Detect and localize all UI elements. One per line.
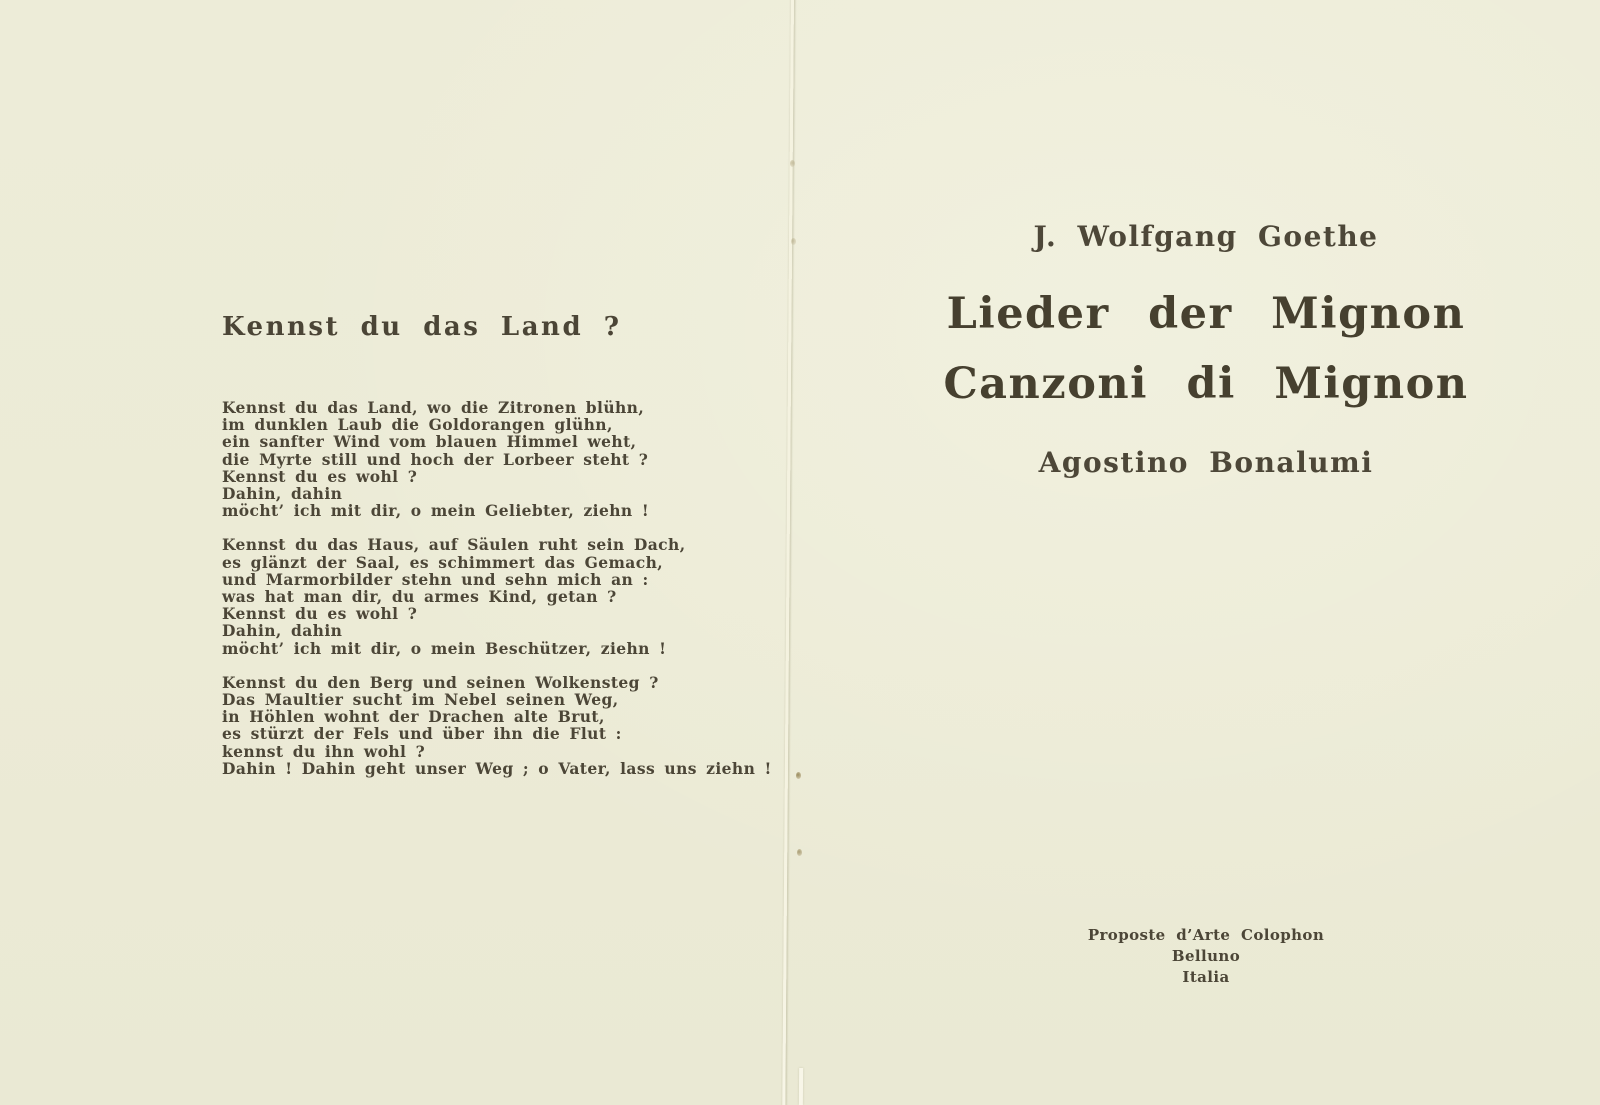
book-title-italian: Canzoni di Mignon	[943, 359, 1469, 409]
poem-title: Kennst du das Land ?	[222, 312, 622, 342]
imprint-block	[800, 925, 1600, 988]
imprint-publisher: Proposte d’Arte Colophon	[1087, 926, 1325, 944]
poem-line: Kennst du das Land, wo die Zitronen blühn,	[222, 398, 645, 417]
binding-stitch	[790, 160, 795, 167]
imprint-country: Italia	[1182, 968, 1230, 986]
author-name: J. Wolfgang Goethe	[1033, 220, 1379, 253]
poem-line: Kennst du es wohl ?	[222, 466, 418, 486]
poem-line: im dunklen Laub die Goldorangen glühn,	[222, 415, 613, 435]
poem-line: die Myrte still und hoch der Lorbeer steht ?	[222, 449, 649, 469]
poem-line: Kennst du den Berg und seinen Wolkensteg ?	[222, 672, 659, 692]
poem-line: Das Maultier sucht im Nebel seinen Weg,	[222, 690, 619, 710]
right-page	[800, 0, 1600, 1105]
poem-line: möcht’ ich mit dir, o mein Beschützer, ziehn !	[222, 638, 667, 658]
poem-line: und Marmorbilder stehn und sehn mich an :	[222, 569, 649, 589]
poem-stanza-1	[222, 399, 772, 519]
imprint-city: Belluno	[1171, 947, 1241, 965]
poem-line: es glänzt der Saal, es schimmert das Gemach,	[222, 552, 664, 572]
artist-name: Agostino Bonalumi	[1038, 446, 1374, 479]
poem-line: möcht’ ich mit dir, o mein Geliebter, ziehn !	[222, 501, 650, 521]
poem-text	[222, 399, 772, 794]
book-title-german: Lieder der Mignon	[946, 289, 1466, 339]
poem-line: Dahin ! Dahin geht unser Weg ; o Vater, lass uns ziehn !	[222, 758, 772, 778]
poem-line: es stürzt der Fels und über ihn die Flut :	[222, 724, 622, 744]
binding-stitch	[791, 238, 796, 245]
poem-stanza-3	[222, 674, 772, 777]
poem-stanza-2	[222, 536, 772, 656]
poem-line: Dahin, dahin	[222, 621, 343, 641]
poem-line: in Höhlen wohnt der Drachen alte Brut,	[222, 707, 605, 727]
poem-line: Kennst du es wohl ?	[222, 604, 418, 624]
left-page	[0, 0, 792, 1105]
poem-line: kennst du ihn wohl ?	[222, 741, 426, 761]
poem-line: was hat man dir, du armes Kind, getan ?	[222, 587, 617, 607]
poem-line: Kennst du das Haus, auf Säulen ruht sein Dach,	[222, 535, 686, 555]
poem-line: ein sanfter Wind vom blauen Himmel weht,	[222, 432, 637, 452]
poem-line: Dahin, dahin	[222, 484, 343, 504]
